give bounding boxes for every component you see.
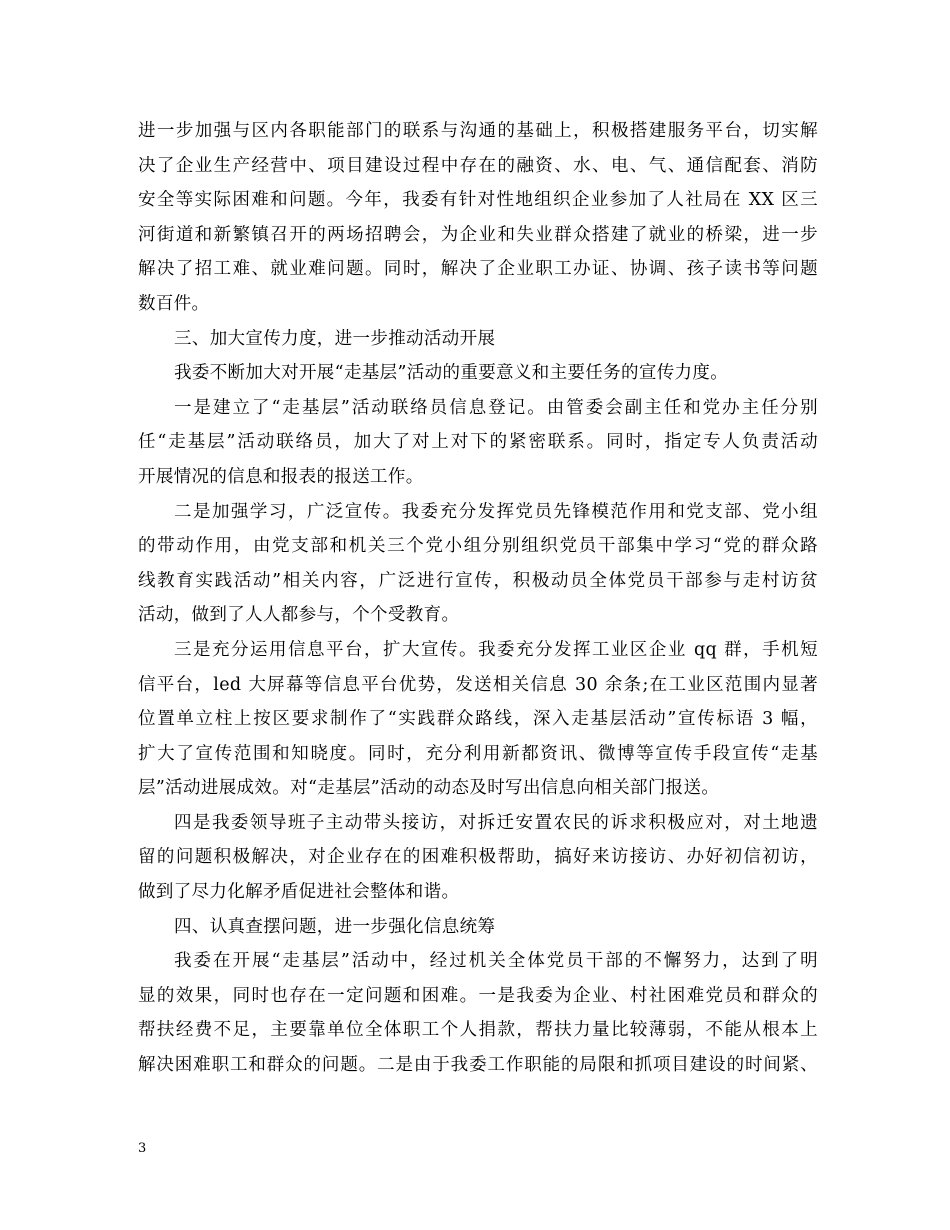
paragraph-line: 解决了招工难、就业难问题。同时，解决了企业职工办证、协调、孩子读书等问题 [138,259,818,280]
paragraph-line: 一是建立了“走基层”活动联络员信息登记。由管委会副主任和党办主任分别 [174,397,818,418]
paragraph-line: 开展情况的信息和报表的报送工作。 [138,466,424,487]
paragraph-line: 决了企业生产经营中、项目建设过程中存在的融资、水、电、气、通信配套、消防 [138,155,818,176]
paragraph-line: 扩大了宣传范围和知晓度。同时，充分利用新都资讯、微博等宣传手段宣传“走基 [138,743,818,764]
paragraph-line: 河街道和新繁镇召开的两场招聘会，为企业和失业群众搭建了就业的桥梁，进一步 [138,224,818,245]
paragraph-line: 帮扶经费不足，主要靠单位全体职工个人捐款，帮扶力量比较薄弱，不能从根本上 [138,1020,818,1041]
paragraph-line: 留的问题积极解决，对企业存在的困难积极帮助，搞好来访接访、办好初信初访， [138,847,818,868]
paragraph-line: 我委在开展“走基层”活动中，经过机关全体党员干部的不懈努力，达到了明 [174,951,818,972]
paragraph-line: 层”活动进展成效。对“走基层”活动的动态及时写出信息向相关部门报送。 [138,778,720,799]
document-body [138,114,818,1083]
paragraph-line: 信平台，led 大屏幕等信息平台优势，发送相关信息 30 余条;在工业区范围内显著 [138,674,818,695]
paragraph-line: 活动，做到了人人都参与，个个受教育。 [138,605,460,626]
page-number: 3 [138,1141,147,1156]
paragraph-line: 安全等实际困难和问题。今年，我委有针对性地组织企业参加了人社局在 XX 区三 [138,190,818,211]
paragraph-line: 二是加强学习，广泛宣传。我委充分发挥党员先锋模范作用和党支部、党小组 [174,501,818,522]
paragraph-line: 做到了尽力化解矛盾促进社会整体和谐。 [138,882,460,903]
paragraph-line: 位置单立柱上按区要求制作了“实践群众路线，深入走基层活动”宣传标语 3 幅， [138,709,818,730]
paragraph-line: 进一步加强与区内各职能部门的联系与沟通的基础上，积极搭建服务平台，切实解 [138,121,818,141]
paragraph-line: 我委不断加大对开展“走基层”活动的重要意义和主要任务的宣传力度。 [174,363,729,384]
paragraph-line: 显的效果，同时也存在一定问题和困难。一是我委为企业、村社困难党员和群众的 [138,985,818,1006]
section-heading: 三、加大宣传力度，进一步推动活动开展 [174,328,496,349]
paragraph-line: 数百件。 [138,293,210,314]
paragraph-line: 三是充分运用信息平台，扩大宣传。我委充分发挥工业区企业 qq 群，手机短 [174,639,818,660]
paragraph-line: 解决困难职工和群众的问题。二是由于我委工作职能的局限和抓项目建设的时间紧、 [138,1055,818,1076]
paragraph-line: 任“走基层”活动联络员，加大了对上对下的紧密联系。同时，指定专人负责活动 [138,432,818,453]
paragraph-line: 线教育实践活动”相关内容，广泛进行宣传，积极动员全体党员干部参与走村访贫 [138,570,818,591]
paragraph-line: 四是我委领导班子主动带头接访，对拆迁安置农民的诉求积极应对，对土地遗 [174,812,818,833]
paragraph-line: 的带动作用，由党支部和机关三个党小组分别组织党员干部集中学习“党的群众路 [138,536,818,557]
section-heading: 四、认真查摆问题，进一步强化信息统筹 [174,916,496,937]
